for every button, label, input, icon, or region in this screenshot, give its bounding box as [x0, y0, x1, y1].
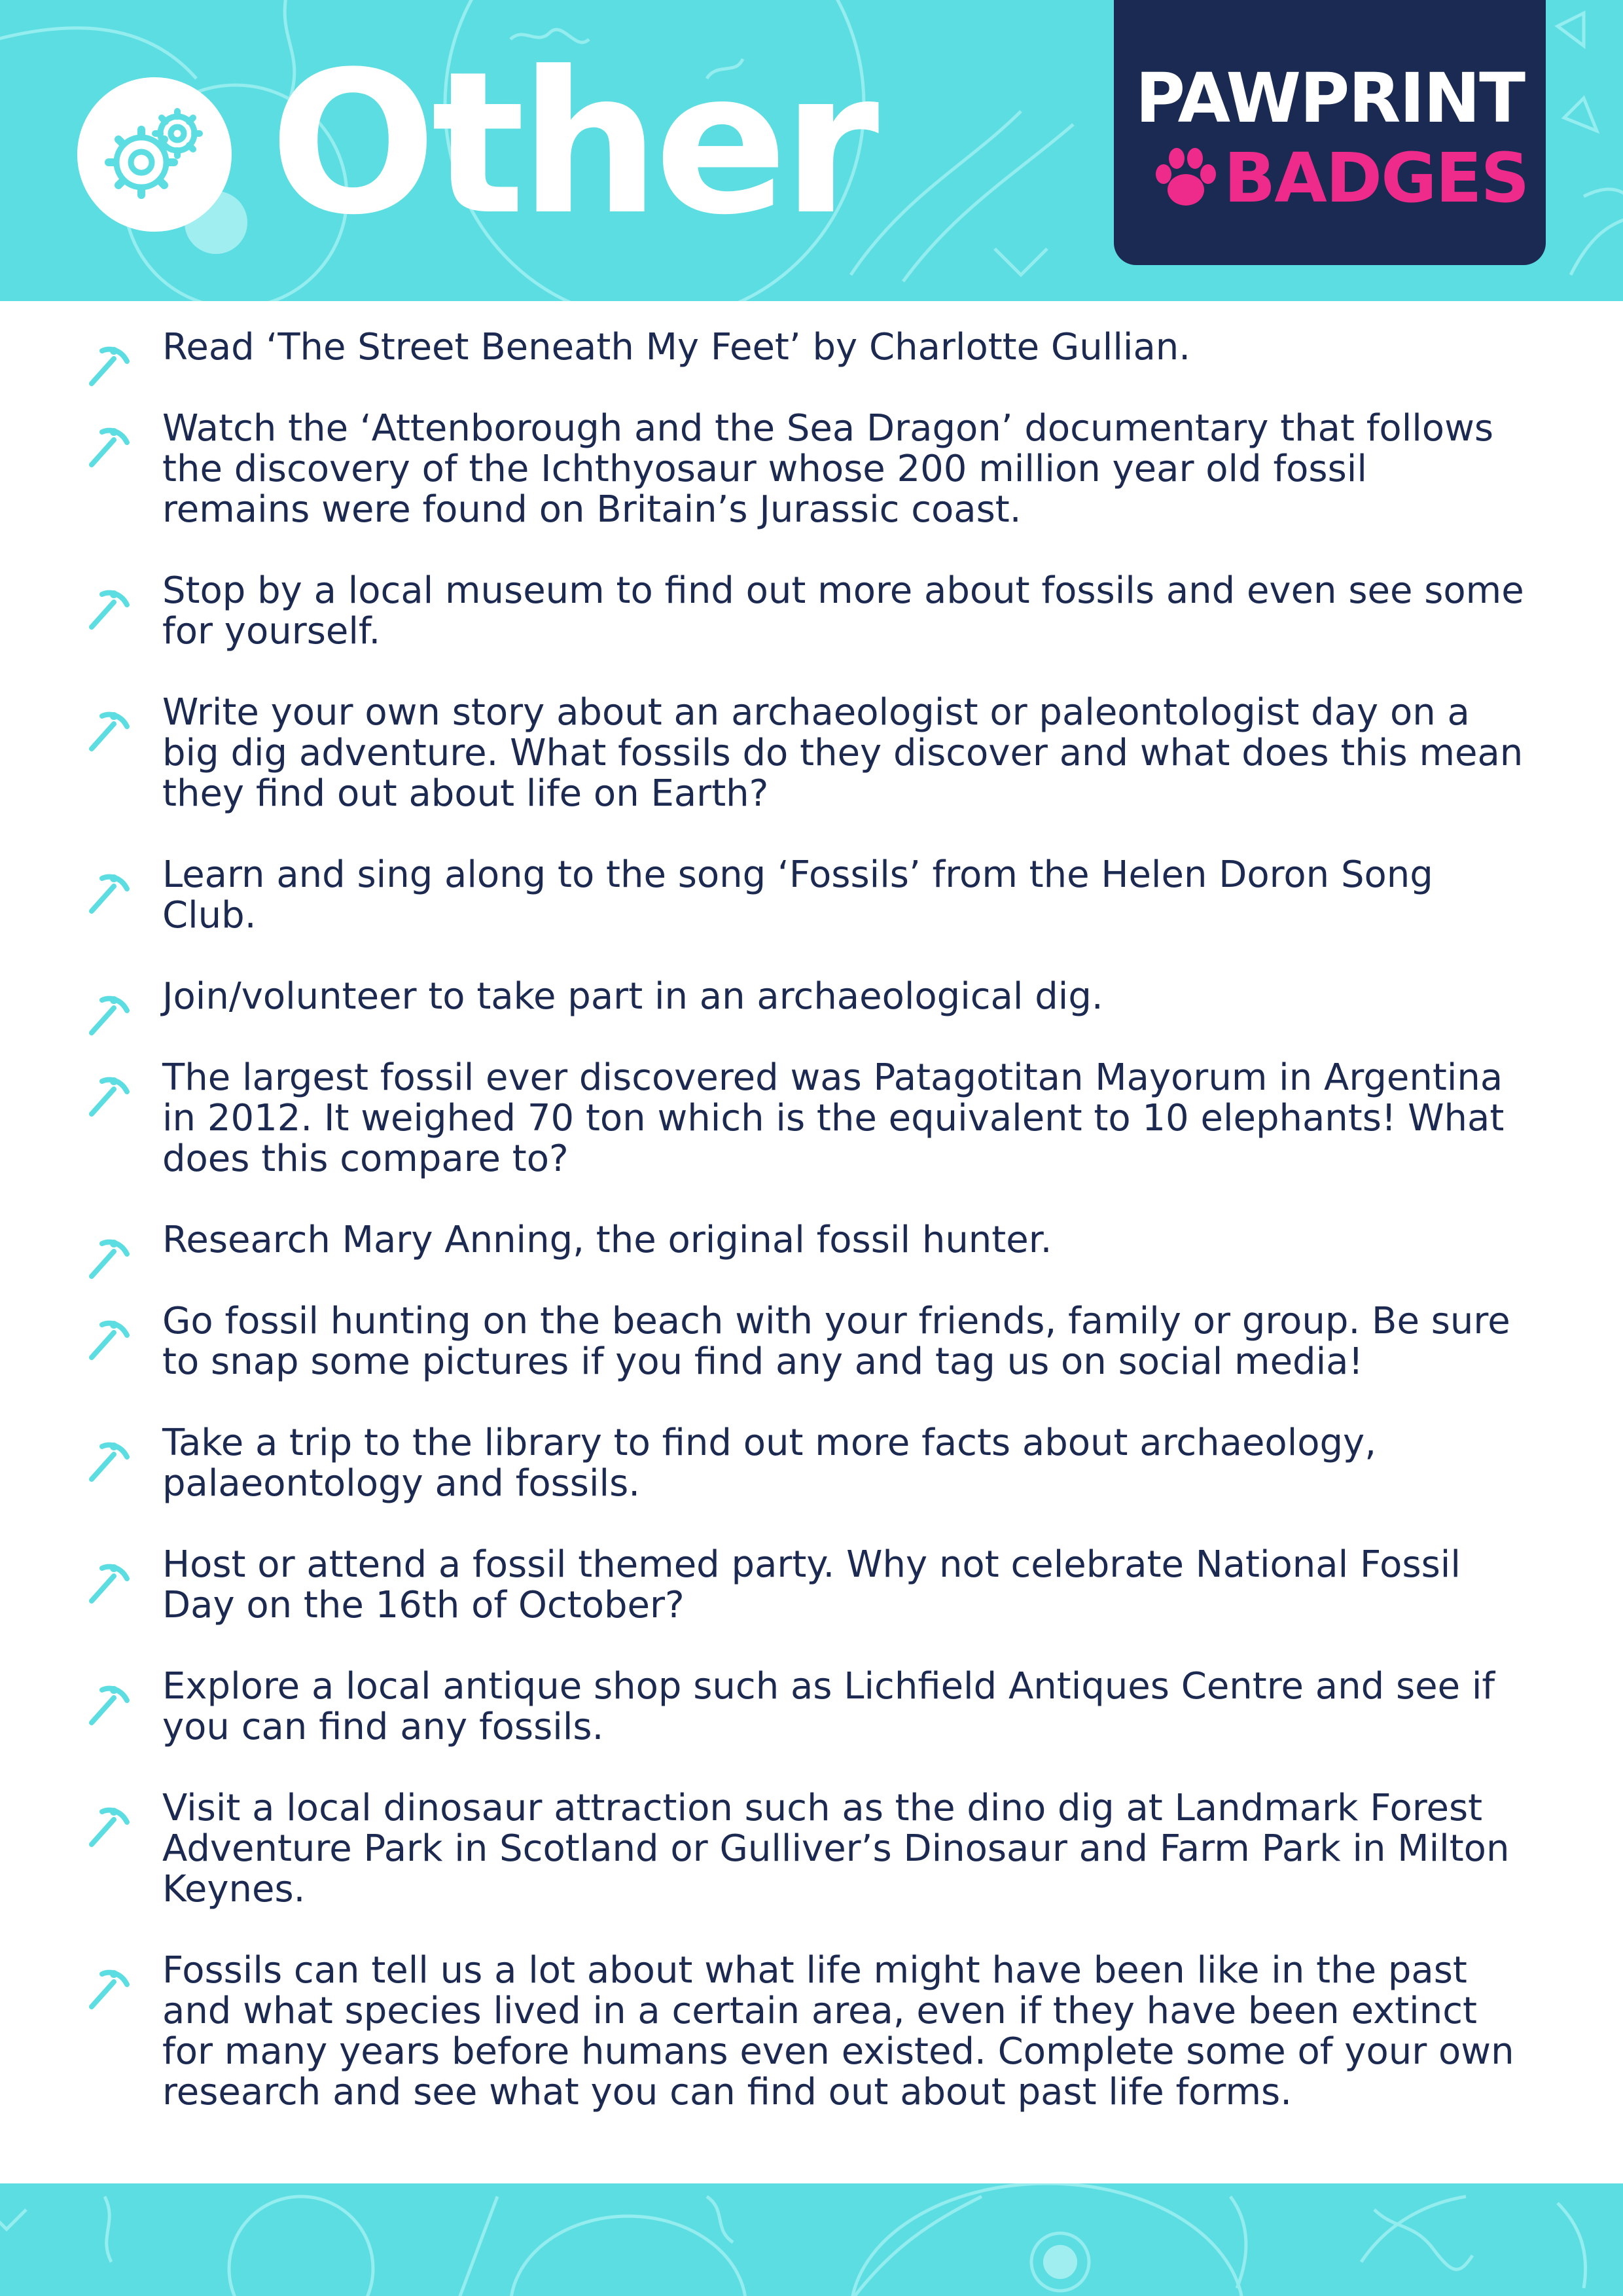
activity-text: Go fossil hunting on the beach with your friends, family or group. Be sure to snap some pictures if you find any and tag us on social media! [162, 1300, 1510, 1383]
header-banner [0, 0, 1623, 301]
pickaxe-icon [88, 1075, 131, 1118]
pickaxe-icon [88, 1967, 131, 2011]
activity-text: Watch the ‘Attenborough and the Sea Dragon’ documentary that follows the discovery of the Ichthyosaur whose 200 million year old fossil remains were found on Britain’s Jurassic coast. [162, 407, 1494, 531]
brand-name: PAWPRINT [1135, 58, 1525, 138]
pickaxe-icon [88, 344, 131, 387]
list-item [0, 855, 1623, 936]
pickaxe-icon [88, 1683, 131, 1727]
page-title: Other [270, 29, 874, 258]
list-item [0, 692, 1623, 814]
pickaxe-icon [88, 1318, 131, 1361]
pickaxe-icon [88, 1440, 131, 1483]
pickaxe-icon [88, 1562, 131, 1605]
list-item [0, 1058, 1623, 1179]
activity-text: Fossils can tell us a lot about what life might have been like in the past and what species lived in a certain area, even if they have been extinct for many years before humans even existed. Complete some of your own research and see what you can find out about past life forms. [162, 1949, 1514, 2113]
list-item [0, 1666, 1623, 1748]
footer-banner [0, 2183, 1623, 2296]
activity-text: Write your own story about an archaeologist or paleontologist day on a big dig adventure. What fossils do they discover and what does this mean they find out about life on Earth? [162, 691, 1524, 815]
list-item [0, 1301, 1623, 1382]
pickaxe-icon [88, 1237, 131, 1280]
brand-logo [1114, 0, 1546, 265]
pickaxe-icon [88, 588, 131, 631]
activity-text: Read ‘The Street Beneath My Feet’ by Charlotte Gullian. [162, 326, 1191, 368]
pickaxe-icon [88, 872, 131, 915]
list-item [0, 1423, 1623, 1504]
list-item [0, 1950, 1623, 2113]
activity-text: Research Mary Anning, the original fossil hunter. [162, 1219, 1052, 1261]
fossil-pattern-decoration [0, 2183, 1623, 2296]
activity-text: Stop by a local museum to find out more about fossils and even see some for yourself. [162, 569, 1524, 653]
activity-text: Explore a local antique shop such as Lichfield Antiques Centre and see if you can find any fossils. [162, 1665, 1495, 1748]
activity-text: Learn and sing along to the song ‘Fossils’ from the Helen Doron Song Club. [162, 853, 1433, 937]
pickaxe-icon [88, 425, 131, 469]
list-item [0, 1220, 1623, 1261]
activity-text: Take a trip to the library to find out more facts about archaeology, palaeontology and fossils. [162, 1422, 1376, 1505]
list-item [0, 977, 1623, 1017]
list-item [0, 408, 1623, 530]
activity-text: Visit a local dinosaur attraction such as the dino dig at Landmark Forest Adventure Park in Scotland or Gulliver’s Dinosaur and Farm Park in Milton Keynes. [162, 1787, 1510, 1910]
list-item [0, 1545, 1623, 1626]
pickaxe-icon [88, 1805, 131, 1848]
list-item [0, 1788, 1623, 1910]
list-item [0, 571, 1623, 652]
activity-text: Host or attend a fossil themed party. Why not celebrate National Fossil Day on the 16th of October? [162, 1543, 1461, 1626]
pickaxe-icon [88, 709, 131, 753]
activity-text: The largest fossil ever discovered was Patagotitan Mayorum in Argentina in 2012. It weighed 70 ton which is the equivalent to 10 elephants! What does this compare to? [162, 1056, 1505, 1180]
gears-icon [77, 77, 232, 232]
brand-subtitle: BADGES [1224, 138, 1529, 218]
activity-text: Join/volunteer to take part in an archaeological dig. [162, 975, 1103, 1018]
list-item [0, 327, 1623, 368]
paw-icon [1152, 145, 1220, 211]
activity-list [0, 327, 1623, 2153]
pickaxe-icon [88, 994, 131, 1037]
